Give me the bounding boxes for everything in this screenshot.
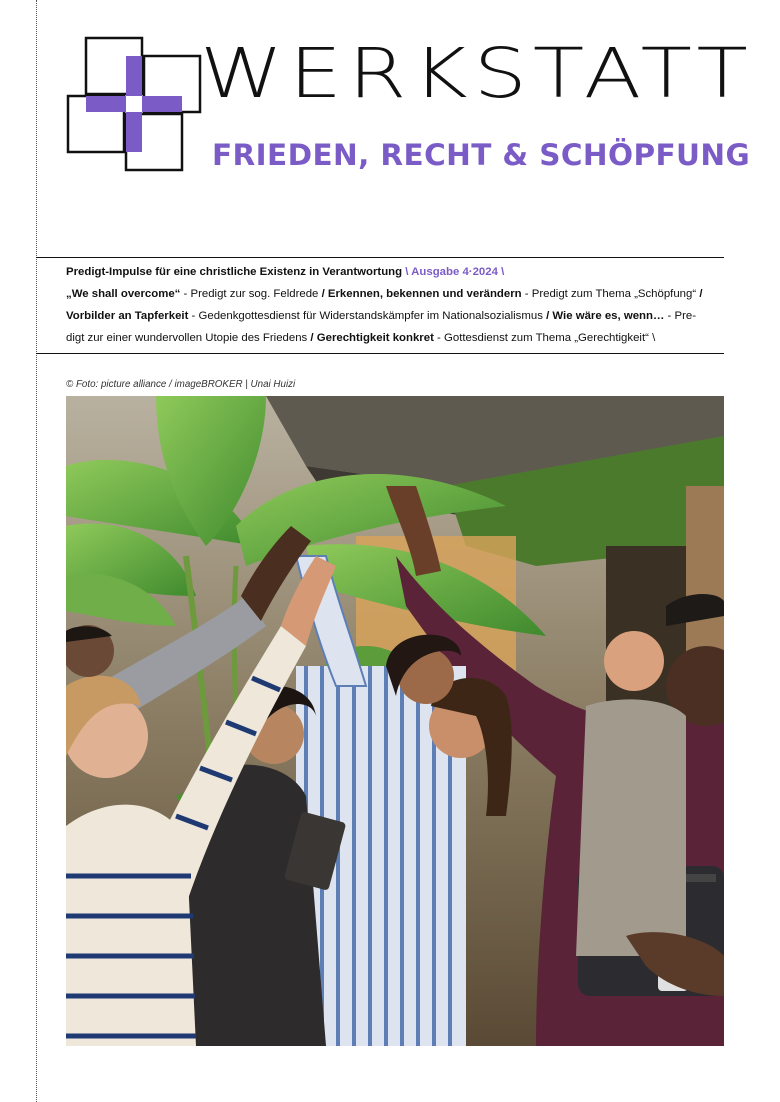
contents-separator: / — [321, 288, 325, 300]
contents-item-desc: - Predigt zur sog. Feldrede — [180, 288, 322, 300]
magazine-subtitle: FRIEDEN, RECHT & SCHÖPFUNG — [212, 138, 751, 172]
magazine-title: WERKSTATT — [200, 32, 754, 114]
photo-credit: © Foto: picture alliance / imageBROKER | Unai Huizi — [66, 379, 296, 390]
contents-line-1 — [66, 283, 720, 305]
margin-dotted-line — [36, 0, 37, 1102]
contents-separator: / — [546, 310, 550, 322]
contents-item-desc: - Gottesdienst zum Thema „Gerechtigkeit“ \ — [433, 332, 656, 344]
werkstatt-logo — [66, 36, 202, 172]
contents-item-desc: - Predigt zum Thema „Schöpfung“ — [521, 288, 700, 300]
cross-squares-icon — [66, 36, 202, 172]
contents-item-desc: - Pre- — [664, 310, 697, 322]
contents-item-title: Erkennen, bekennen und verändern — [327, 288, 522, 300]
cover-photo — [66, 396, 724, 1046]
group-high-five-image — [66, 396, 724, 1046]
contents-item-desc: - Gedenkgottesdienst für Widerstandskämpfer im Nationalsozialismus — [188, 310, 547, 322]
issue-number: \ Ausgabe 4·2024 \ — [405, 266, 505, 278]
contents-item-title: Vorbilder an Tapferkeit — [66, 310, 189, 322]
contents-line-2 — [66, 305, 720, 327]
issue-lead: Predigt-Impulse für eine christliche Existenz in Verantwortung — [66, 266, 403, 278]
contents-line-3 — [66, 327, 720, 349]
contents-item-desc: digt zur einer wundervollen Utopie des Friedens — [66, 332, 311, 344]
contents-item-title: Gerechtigkeit konkret — [316, 332, 434, 344]
contents-item-title: „We shall overcome“ — [66, 288, 181, 300]
issue-intro-line — [66, 261, 720, 283]
contents-separator: / — [310, 332, 314, 344]
issue-contents — [66, 261, 720, 349]
divider-bottom — [36, 353, 724, 354]
contents-separator: / — [699, 288, 703, 300]
divider-top — [36, 257, 724, 258]
contents-item-title: Wie wäre es, wenn… — [552, 310, 665, 322]
